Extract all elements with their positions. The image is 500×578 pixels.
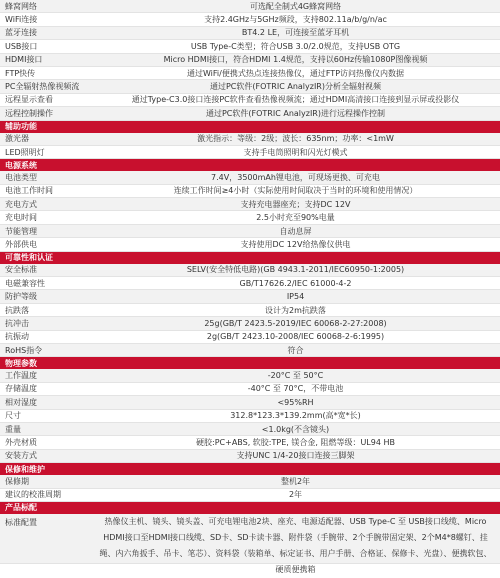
- spec-value: 通过Type-C3.0接口连接PC软件查看热像视频流；通过HDMI高清接口连接到显示屏或投影仪: [131, 95, 460, 105]
- spec-value: 连续工作时间≥4小时（实际使用时间取决于当时的环境和使用情况）: [173, 186, 418, 196]
- spec-label: 电磁兼容性: [5, 278, 45, 288]
- spec-label: LED照明灯: [5, 147, 45, 157]
- spec-label: 电池类型: [5, 172, 37, 182]
- spec-label: 外部供电: [5, 239, 37, 249]
- spec-row: [0, 54, 500, 67]
- spec-value: 自动息屏: [279, 226, 312, 236]
- spec-value: SELV(安全特低电路)(GB 4943.1-2011/IEC60950-1:2005): [186, 265, 405, 275]
- spec-value: 312.8*123.3*139.2mm(高*宽*长): [230, 411, 361, 421]
- spec-value: 25g(GB/T 2423.5-2019/IEC 60068-2-27:2008): [204, 318, 387, 328]
- spec-row: [0, 423, 500, 436]
- spec-label: 蓝牙连接: [5, 28, 37, 38]
- spec-value: USB Type-C类型；符合USB 3.0/2.0规范，支持USB OTG: [190, 41, 401, 51]
- spec-value: 激光指示：等级：2级；波长：635nm；功率：<1mW: [197, 134, 394, 144]
- spec-value: 通过PC软件(FOTRIC AnalyzIR)分析全辐射视频: [209, 82, 381, 92]
- spec-label: 抗跌落: [5, 305, 29, 315]
- spec-value: GB/T17626.2/IEC 61000-4-2: [239, 278, 352, 288]
- spec-row: [0, 238, 500, 251]
- spec-value: 硬胶:PC+ABS, 软胶:TPE, 镁合金, 阻燃等级：UL94 HB: [196, 438, 395, 448]
- section-header: 保修和维护: [0, 463, 500, 475]
- spec-value: 支持UNC 1/4-20接口连接三脚架: [236, 451, 355, 461]
- spec-row: [0, 40, 500, 53]
- spec-label: 保修期: [5, 476, 29, 486]
- spec-label: 安装方式: [5, 451, 37, 461]
- section-header: 可靠性和认证: [0, 252, 500, 264]
- spec-label: 抗振动: [5, 332, 29, 342]
- spec-row: [0, 277, 500, 290]
- spec-row: [0, 290, 500, 303]
- section-header: 辅助功能: [0, 121, 500, 133]
- spec-row: [0, 133, 500, 146]
- spec-row: [0, 475, 500, 488]
- spec-label: 标准配置: [5, 517, 37, 527]
- spec-row: [0, 27, 500, 40]
- spec-row: [0, 185, 500, 198]
- spec-label: 存储温度: [5, 384, 37, 394]
- spec-value: -20°C 至 50°C: [267, 371, 324, 381]
- spec-label: WiFi连接: [5, 15, 38, 25]
- spec-value: 7.4V，3500mAh锂电池，可现场更换、可充电: [211, 172, 380, 182]
- spec-row: [0, 146, 500, 159]
- spec-value: 可选配全制式4G蜂窝网络: [249, 1, 342, 11]
- spec-label: 建议的校准周期: [5, 490, 61, 500]
- spec-row: [0, 304, 500, 317]
- spec-value: 通过WiFi/便携式热点连接热像仪，通过FTP访问热像仪内数据: [186, 68, 405, 78]
- spec-value: <95%RH: [277, 397, 314, 407]
- spec-label: 重量: [5, 424, 21, 434]
- spec-row: [0, 67, 500, 80]
- spec-value: 支持充电器座充；支持DC 12V: [240, 199, 351, 209]
- spec-value: 热像仪主机、镜头、镜头盖、可充电锂电池2块、座充、电源适配器、USB Type-C 至 USB接口线缆、Micro HDMI接口至HDMI接口线缆、SD卡、SD卡读卡器、附件袋（手腕带、2个手腕带固定架、2个M4*8螺钉、挂绳、内六角扳手、吊卡、笔芯）、资料袋（装箱单、标定证书、用户手册、合格证、保修卡、光盘）、便携软包、硬质便携箱: [99, 516, 492, 574]
- spec-row: [0, 171, 500, 184]
- spec-row: [0, 317, 500, 330]
- spec-label: PC全辐射热像视频流: [5, 82, 80, 92]
- spec-label: 充电方式: [5, 199, 37, 209]
- section-header: 电源系统: [0, 159, 500, 171]
- spec-value: 设计为2m抗跌落: [265, 305, 326, 315]
- spec-row: [0, 211, 500, 224]
- spec-row: [0, 489, 500, 502]
- spec-row-standard-config: [0, 514, 500, 574]
- spec-label: RoHS指令: [5, 345, 43, 355]
- spec-label: 充电时间: [5, 213, 37, 223]
- spec-row: [0, 369, 500, 382]
- spec-row: [0, 436, 500, 449]
- spec-row: [0, 198, 500, 211]
- spec-row: [0, 396, 500, 409]
- spec-label: 抗冲击: [5, 318, 29, 328]
- spec-label: 电池工作时间: [5, 186, 53, 196]
- spec-label: 蜂窝网络: [5, 1, 37, 11]
- spec-row: [0, 344, 500, 357]
- spec-row: [0, 80, 500, 93]
- spec-label: HDMI接口: [5, 55, 43, 65]
- spec-row: [0, 94, 500, 107]
- spec-label: 远程控制操作: [5, 108, 53, 118]
- spec-label: 尺寸: [5, 411, 21, 421]
- spec-label: 防护等级: [5, 292, 37, 302]
- spec-row: [0, 107, 500, 120]
- spec-value: 2g(GB/T 2423.10-2008/IEC 60068-2-6:1995): [206, 332, 385, 342]
- spec-row: [0, 264, 500, 277]
- spec-row: [0, 13, 500, 26]
- spec-value: 通过PC软件(FOTRIC AnalyzIR)进行远程操作控制: [205, 108, 385, 118]
- spec-label: 安全标准: [5, 265, 37, 275]
- spec-label: 激光器: [5, 134, 29, 144]
- spec-row: [0, 450, 500, 463]
- spec-value: -40°C 至 70°C，不带电池: [247, 384, 344, 394]
- spec-value: 支持2.4GHz与5GHz频段，支持802.11a/b/g/n/ac: [204, 15, 387, 25]
- section-header: 产品标配: [0, 502, 500, 514]
- spec-row: [0, 0, 500, 13]
- spec-value: 2.5小时充至90%电量: [256, 213, 335, 223]
- spec-row: [0, 331, 500, 344]
- section-header: 物理参数: [0, 357, 500, 369]
- spec-label: 远程显示查看: [5, 95, 53, 105]
- spec-label: 外壳材质: [5, 438, 37, 448]
- spec-value: <1.0kg(不含镜头): [261, 424, 330, 434]
- spec-label: 相对湿度: [5, 397, 37, 407]
- spec-value: Micro HDMI接口，符合HDMI 1.4规范，支持以60Hz传输1080P图像视频: [163, 55, 428, 65]
- spec-row: [0, 383, 500, 396]
- spec-value: 支持使用DC 12V给热像仪供电: [240, 239, 351, 249]
- spec-value: 符合: [287, 345, 304, 355]
- spec-row: [0, 410, 500, 423]
- spec-label: 工作温度: [5, 371, 37, 381]
- spec-value: 2年: [288, 490, 303, 500]
- spec-value: 整机2年: [280, 476, 311, 486]
- spec-label: 节能管理: [5, 226, 37, 236]
- spec-value: IP54: [286, 292, 305, 302]
- spec-value: BT4.2 LE，可连接至蓝牙耳机: [241, 28, 350, 38]
- spec-label: FTP快传: [5, 68, 36, 78]
- spec-row: [0, 225, 500, 238]
- spec-value: 支持手电筒照明和闪光灯模式: [243, 147, 348, 157]
- spec-label: USB接口: [5, 41, 38, 51]
